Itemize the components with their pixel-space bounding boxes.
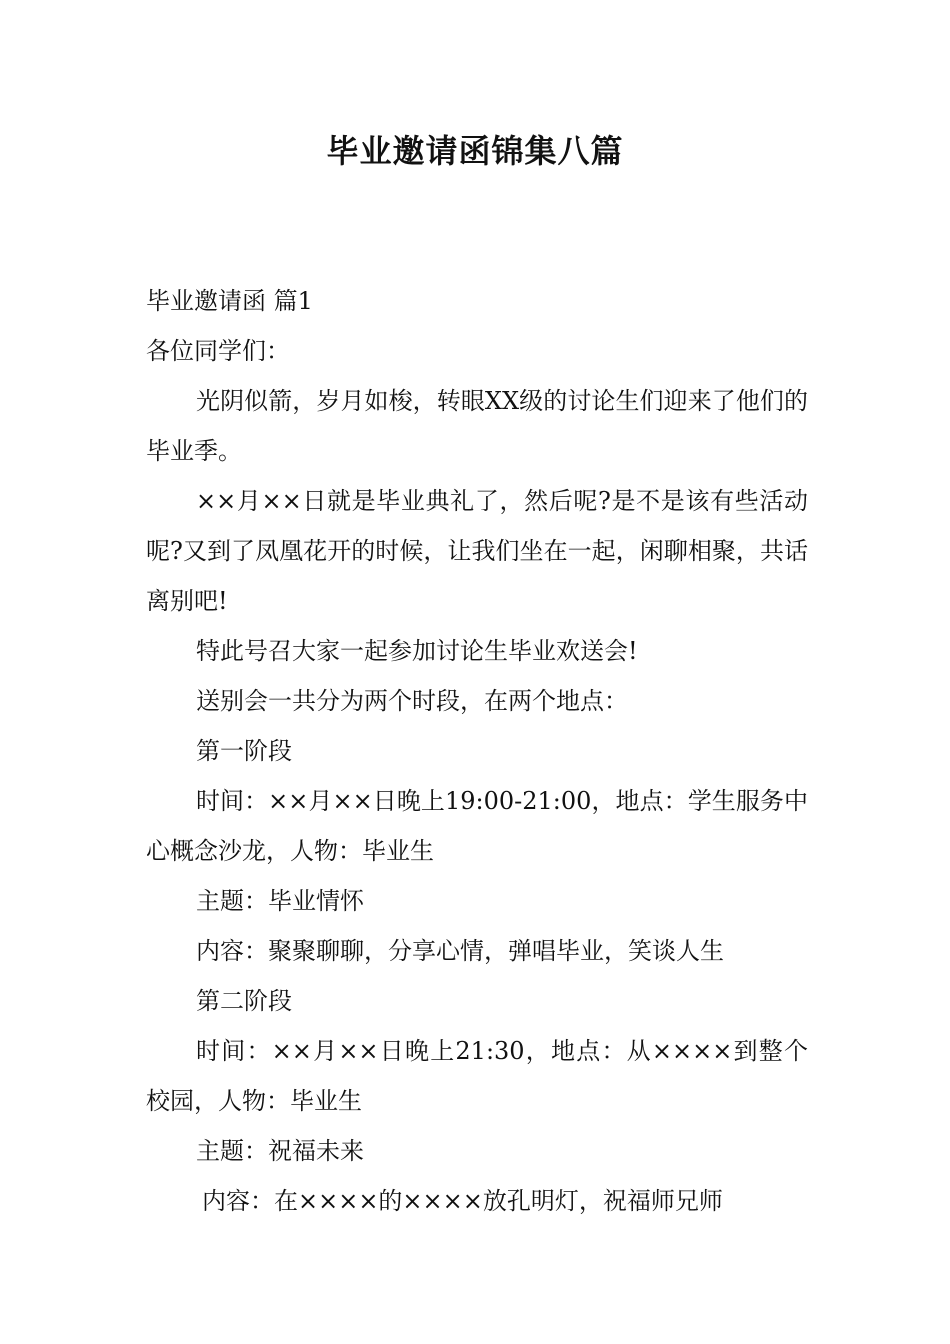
body-paragraph: 光阴似箭，岁月如梭，转眼XX级的讨论生们迎来了他们的毕业季。 (146, 387, 808, 465)
stage-heading: 第二阶段 (196, 987, 292, 1015)
stage-heading: 第一阶段 (196, 737, 292, 765)
stage-detail: 主题：毕业情怀 (196, 887, 364, 915)
salutation: 各位同学们： (146, 337, 290, 365)
stage-detail: 时间：××月××日晚上21:30，地点：从××××到整个校园，人物：毕业生 (146, 1037, 808, 1115)
body-paragraph: 特此号召大家一起参加讨论生毕业欢送会! (196, 637, 638, 665)
stage-detail: 内容：聚聚聊聊，分享心情，弹唱毕业，笑谈人生 (196, 937, 724, 965)
body-paragraph: 送别会一共分为两个时段，在两个地点： (196, 687, 628, 715)
stage-detail: 内容：在××××的××××放孔明灯，祝福师兄师 (202, 1187, 723, 1215)
document-title: 毕业邀请函锦集八篇 (326, 132, 624, 170)
section-heading: 毕业邀请函 篇1 (146, 287, 313, 315)
stage-detail: 时间：××月××日晚上19:00-21:00，地点：学生服务中心概念沙龙，人物：毕业生 (146, 787, 808, 865)
document-body (146, 276, 808, 1226)
body-paragraph: ××月××日就是毕业典礼了，然后呢?是不是该有些活动呢?又到了凤凰花开的时候，让我们坐在一起，闲聊相聚，共话离别吧! (146, 487, 808, 615)
stage-detail: 主题：祝福未来 (196, 1137, 364, 1165)
